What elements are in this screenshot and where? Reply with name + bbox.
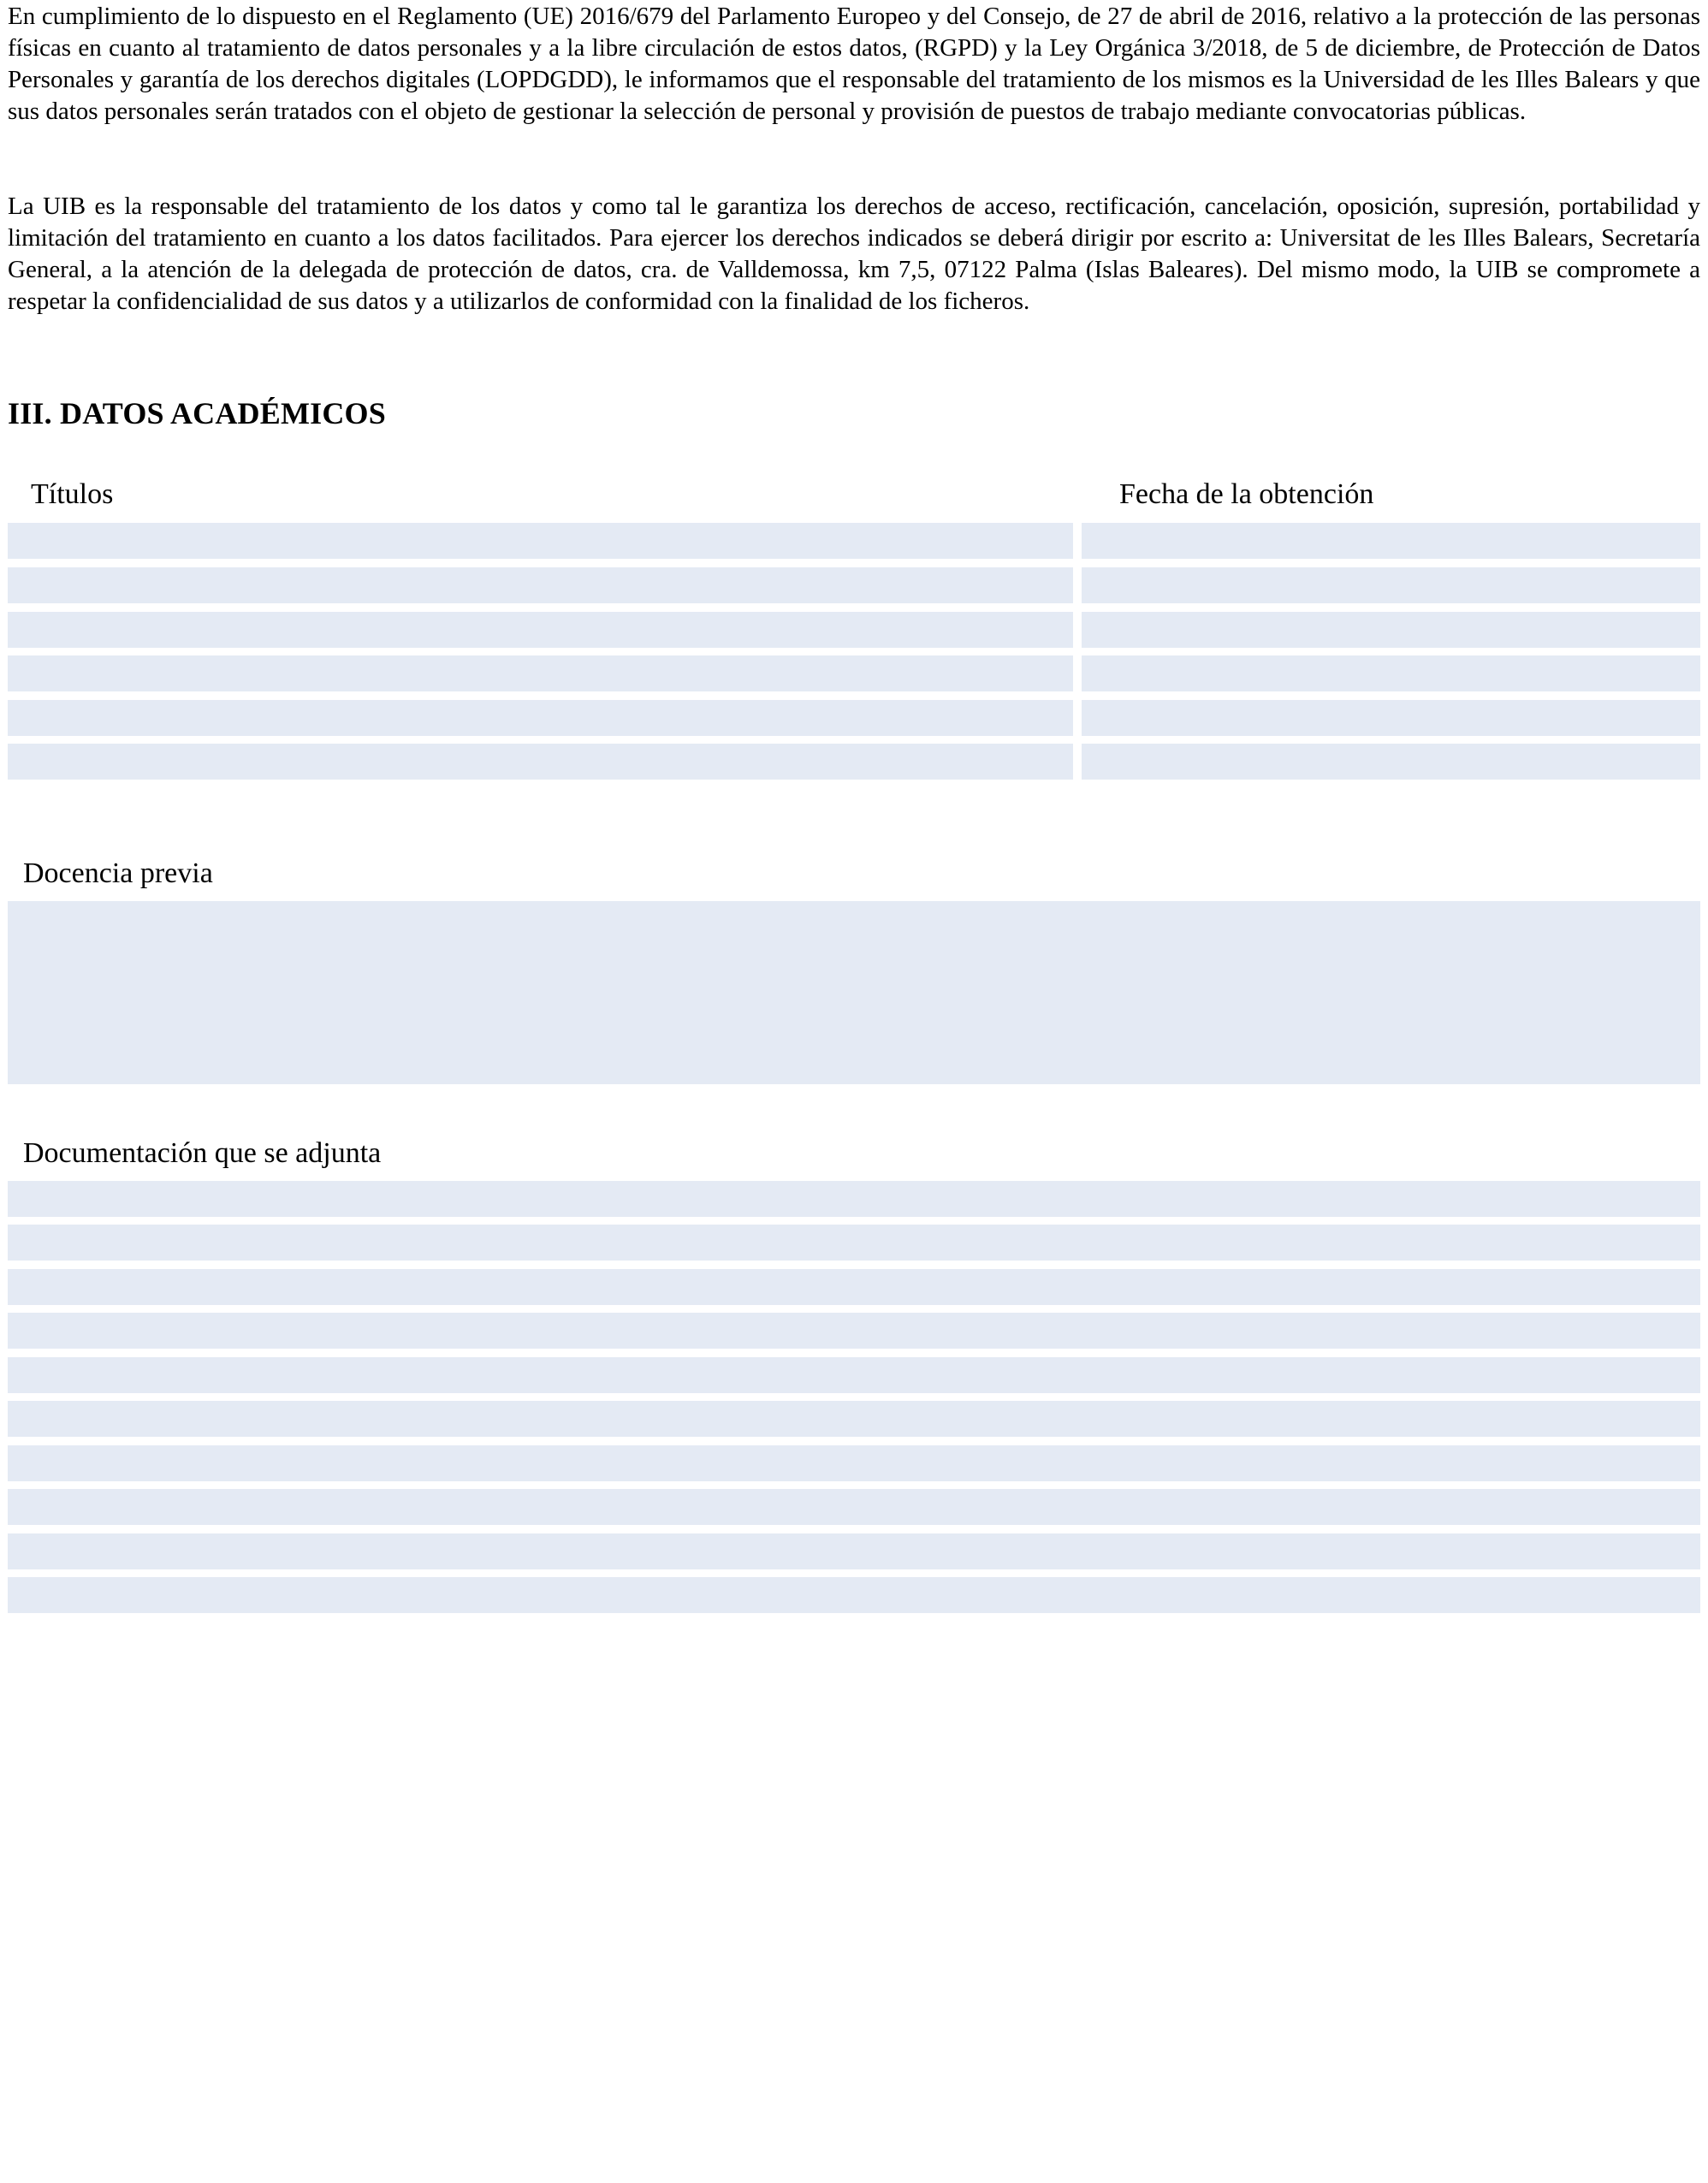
documentation-label: Documentación que se adjunta xyxy=(23,1137,382,1169)
date-column-label: Fecha de la obtención xyxy=(1119,478,1374,510)
title-field-5[interactable] xyxy=(8,700,1073,736)
date-field-1[interactable] xyxy=(1082,523,1700,559)
title-field-6[interactable] xyxy=(8,744,1073,780)
documentation-field-10[interactable] xyxy=(8,1577,1700,1613)
title-field-3[interactable] xyxy=(8,612,1073,648)
documentation-field-1[interactable] xyxy=(8,1181,1700,1217)
documentation-field-7[interactable] xyxy=(8,1445,1700,1481)
privacy-notice-paragraph-2: La UIB es la responsable del tratamiento de los datos y como tal le garantiza los derechos de acceso, rectificación, cancelación, oposición, supresión, portabilidad y limitación del tratamiento en cuanto a los datos facilitados. Para ejercer los derechos indicados se deberá dirigir por escrito a: Universitat de les Illes Balears, Secretaría General, a la atención de la delegada de protección de datos, cra. de Valldemossa, km 7,5, 07122 Palma (Islas Baleares). Del mismo modo, la UIB se compromete a respetar la confidencialidad de sus datos y a utilizarlos de conformidad con la finalidad de los ficheros. xyxy=(8,193,1700,315)
title-field-4[interactable] xyxy=(8,655,1073,691)
titles-column-label: Títulos xyxy=(31,478,114,510)
date-field-2[interactable] xyxy=(1082,567,1700,603)
documentation-field-8[interactable] xyxy=(8,1489,1700,1525)
section-heading-academic: III. DATOS ACADÉMICOS xyxy=(8,396,386,430)
documentation-field-5[interactable] xyxy=(8,1357,1700,1393)
documentation-field-3[interactable] xyxy=(8,1269,1700,1305)
documentation-field-2[interactable] xyxy=(8,1225,1700,1261)
teaching-label: Docencia previa xyxy=(23,857,213,889)
title-field-2[interactable] xyxy=(8,567,1073,603)
date-field-4[interactable] xyxy=(1082,655,1700,691)
teaching-textarea[interactable] xyxy=(8,901,1700,1084)
privacy-notice-paragraph-1: En cumplimiento de lo dispuesto en el Reglamento (UE) 2016/679 del Parlamento Europeo y del Consejo, de 27 de abril de 2016, relativo a la protección de las personas físicas en cuanto al tratamiento de datos personales y a la libre circulación de estos datos, (RGPD) y la Ley Orgánica 3/2018, de 5 de diciembre, de Protección de Datos Personales y garantía de los derechos digitales (LOPDGDD), le informamos que el responsable del tratamiento de los mismos es la Universidad de les Illes Balears y que sus datos personales serán tratados con el objeto de gestionar la selección de personal y provisión de puestos de trabajo mediante convocatorias públicas. xyxy=(8,3,1700,125)
title-field-1[interactable] xyxy=(8,523,1073,559)
date-field-6[interactable] xyxy=(1082,744,1700,780)
documentation-field-6[interactable] xyxy=(8,1401,1700,1437)
date-field-3[interactable] xyxy=(1082,612,1700,648)
date-field-5[interactable] xyxy=(1082,700,1700,736)
documentation-field-9[interactable] xyxy=(8,1533,1700,1569)
documentation-field-4[interactable] xyxy=(8,1313,1700,1349)
